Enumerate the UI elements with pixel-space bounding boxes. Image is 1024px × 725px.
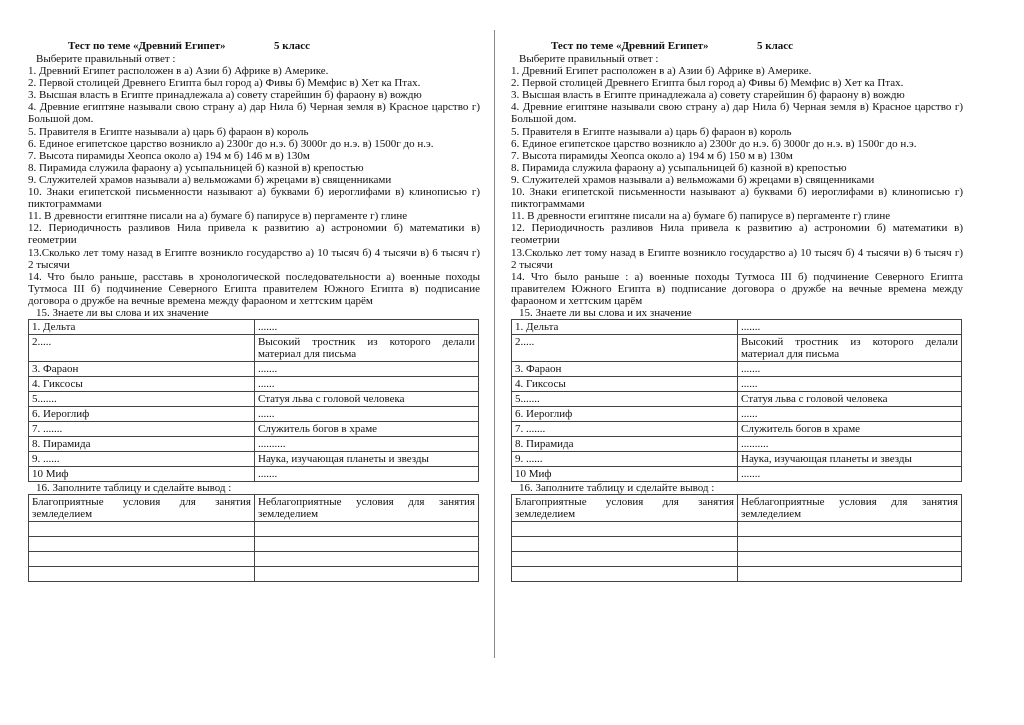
meaning-cell: ....... <box>255 362 479 377</box>
question-13: 13.Сколько лет тому назад в Египте возникло государство а) 10 тысяч б) 4 тысячи в) 6 тысяч г) 2 тысячи <box>511 246 963 271</box>
grade-text: 5 класс <box>274 40 311 52</box>
term-cell: 9. ...... <box>29 452 255 467</box>
grade-text: 5 класс <box>757 40 794 52</box>
question-3: 3. Высшая власть в Египте принадлежала а) совету старейшин б) фараону в) вождю <box>28 89 422 102</box>
term-cell: 10 Миф <box>512 467 738 482</box>
table-header-row <box>512 495 962 522</box>
table-row <box>29 452 479 467</box>
instruction: Выберите правильный ответ : <box>36 53 176 65</box>
words-table <box>511 319 962 482</box>
question-15: 15. Знаете ли вы слова и их значение <box>519 306 692 319</box>
term-cell: 5....... <box>29 392 255 407</box>
meaning-cell: ...... <box>738 407 962 422</box>
table-row <box>29 392 479 407</box>
answer-cell[interactable] <box>29 552 255 567</box>
question-3: 3. Высшая власть в Египте принадлежала а) совету старейшин б) фараону в) вождю <box>511 89 905 102</box>
table-row <box>512 392 962 407</box>
empty-row <box>512 522 962 537</box>
question-11: 11. В древности египтяне писали на а) бумаге б) папирусе в) пергаменте г) глине <box>28 210 408 223</box>
question-5: 5. Правителя в Египте называли а) царь б) фараон в) король <box>511 125 792 138</box>
question-1: 1. Древний Египет расположен в а) Азии б) Африке в) Америке. <box>28 65 329 78</box>
empty-row <box>512 537 962 552</box>
question-14: 14. Что было раньше : а) военные походы Тутмоса III б) подчинение Северного Египта правителем Южного Египта в) подписание договора о дружбе на вечные времена между фараоном и хеттским царём <box>511 270 963 307</box>
question-14: 14. Что было раньше, расставь в хронологической последовательности а) военные походы Тутмоса III б) подчинение Северного Египта правителем Южного Египта в) подписание договора о дружбе на вечные времена между фараоном и хеттским царём <box>28 270 480 307</box>
empty-row <box>29 567 479 582</box>
meaning-cell: Наука, изучающая планеты и звезды <box>255 452 479 467</box>
meaning-cell: ...... <box>255 407 479 422</box>
term-cell: 4. Гиксосы <box>29 377 255 392</box>
question-list <box>28 65 480 319</box>
answer-cell[interactable] <box>512 522 738 537</box>
answer-cell[interactable] <box>29 522 255 537</box>
meaning-cell: ...... <box>255 377 479 392</box>
term-cell: 10 Миф <box>29 467 255 482</box>
table-row <box>512 452 962 467</box>
column-divider <box>494 30 495 658</box>
table-row <box>512 407 962 422</box>
answer-cell[interactable] <box>255 567 479 582</box>
term-cell: 6. Иероглиф <box>29 407 255 422</box>
question-12: 12. Периодичность разливов Нила привела к развитию а) астрономии б) математики в) геометрии <box>28 222 480 247</box>
question-4: 4. Древние египтяне называли свою страну а) дар Нила б) Черная земля в) Красное царство г) Большой дом. <box>511 101 963 126</box>
meaning-cell: Статуя льва с головой человека <box>255 392 479 407</box>
conditions-table <box>511 494 962 582</box>
task16-caption: 16. Заполните таблицу и сделайте вывод : <box>36 482 232 495</box>
question-4: 4. Древние египтяне называли свою страну а) дар Нила б) Черная земля в) Красное царство г) Большой дом. <box>28 101 480 126</box>
table-row <box>29 320 479 335</box>
answer-cell[interactable] <box>738 522 962 537</box>
term-cell: 7. ....... <box>512 422 738 437</box>
question-2: 2. Первой столицей Древнего Египта был город а) Фивы б) Мемфис в) Хет ка Птах. <box>511 77 904 90</box>
question-5: 5. Правителя в Египте называли а) царь б) фараон в) король <box>28 125 309 138</box>
meaning-cell: Наука, изучающая планеты и звезды <box>738 452 962 467</box>
table-row <box>29 362 479 377</box>
meaning-cell: .......... <box>255 437 479 452</box>
meaning-cell: Служитель богов в храме <box>255 422 479 437</box>
term-cell: 8. Пирамида <box>512 437 738 452</box>
question-6: 6. Единое египетское царство возникло а) 2300г до н.э. б) 3000г до н.э. в) 1500г до н.э. <box>511 137 917 150</box>
table-header-row <box>29 495 479 522</box>
term-cell: 5....... <box>512 392 738 407</box>
words-table <box>28 319 479 482</box>
table-row <box>29 377 479 392</box>
empty-row <box>29 537 479 552</box>
question-15: 15. Знаете ли вы слова и их значение <box>36 306 209 319</box>
meaning-cell: Высокий тростник из которого делали материал для письма <box>738 335 962 362</box>
meaning-cell: ....... <box>255 320 479 335</box>
conditions-table <box>28 494 479 582</box>
answer-cell[interactable] <box>738 537 962 552</box>
question-7: 7. Высота пирамиды Хеопса около а) 194 м б) 150 м в) 130м <box>511 149 793 162</box>
title-text: Тест по теме «Древний Египет» <box>68 40 226 52</box>
term-cell: 9. ...... <box>512 452 738 467</box>
meaning-cell: ...... <box>738 377 962 392</box>
answer-cell[interactable] <box>512 567 738 582</box>
table-row <box>512 335 962 362</box>
meaning-cell: ....... <box>738 467 962 482</box>
question-list <box>511 65 963 319</box>
test-title <box>511 40 963 53</box>
favorable-header: Благоприятные условия для занятия земледелием <box>512 495 738 522</box>
answer-cell[interactable] <box>29 537 255 552</box>
term-cell: 8. Пирамида <box>29 437 255 452</box>
title-text: Тест по теме «Древний Египет» <box>551 40 709 52</box>
meaning-cell: ....... <box>738 362 962 377</box>
answer-cell[interactable] <box>29 567 255 582</box>
table-row <box>29 407 479 422</box>
empty-row <box>512 552 962 567</box>
test-title <box>28 40 480 53</box>
meaning-cell: Высокий тростник из которого делали материал для письма <box>255 335 479 362</box>
answer-cell[interactable] <box>512 537 738 552</box>
table-row <box>29 467 479 482</box>
term-cell: 2..... <box>512 335 738 362</box>
unfavorable-header: Неблагоприятные условия для занятия земледелием <box>738 495 962 522</box>
term-cell: 3. Фараон <box>29 362 255 377</box>
empty-row <box>512 567 962 582</box>
term-cell: 2..... <box>29 335 255 362</box>
worksheet-right <box>511 0 963 582</box>
answer-cell[interactable] <box>512 552 738 567</box>
answer-cell[interactable] <box>738 552 962 567</box>
empty-row <box>29 522 479 537</box>
table-row <box>29 335 479 362</box>
table-row <box>512 437 962 452</box>
meaning-cell: ....... <box>255 467 479 482</box>
meaning-cell: ....... <box>738 320 962 335</box>
question-6: 6. Единое египетское царство возникло а) 2300г до н.э. б) 3000г до н.э. в) 1500г до н.э. <box>28 137 434 150</box>
table-row <box>512 362 962 377</box>
term-cell: 1. Дельта <box>512 320 738 335</box>
table-row <box>29 437 479 452</box>
task16-caption: 16. Заполните таблицу и сделайте вывод : <box>519 482 715 495</box>
question-2: 2. Первой столицей Древнего Египта был город а) Фивы б) Мемфис в) Хет ка Птах. <box>28 77 421 90</box>
question-10: 10. Знаки египетской письменности называют а) буквами б) иероглифами в) клинописью г) пиктограммами <box>511 186 963 211</box>
question-1: 1. Древний Египет расположен в а) Азии б) Африке в) Америке. <box>511 65 812 78</box>
question-9: 9. Служителей храмов называли а) вельможами б) жрецами в) священниками <box>511 173 875 186</box>
answer-cell[interactable] <box>255 522 479 537</box>
answer-cell[interactable] <box>255 552 479 567</box>
table-row <box>29 422 479 437</box>
question-10: 10. Знаки египетской письменности называют а) буквами б) иероглифами в) клинописью г) пиктограммами <box>28 186 480 211</box>
meaning-cell: Статуя льва с головой человека <box>738 392 962 407</box>
answer-cell[interactable] <box>255 537 479 552</box>
question-12: 12. Периодичность разливов Нила привела к развитию а) астрономии б) математики в) геометрии <box>511 222 963 247</box>
favorable-header: Благоприятные условия для занятия земледелием <box>29 495 255 522</box>
term-cell: 7. ....... <box>29 422 255 437</box>
table-row <box>512 467 962 482</box>
term-cell: 4. Гиксосы <box>512 377 738 392</box>
question-8: 8. Пирамида служила фараону а) усыпальницей б) казной в) крепостью <box>511 161 847 174</box>
worksheet-left <box>28 0 480 582</box>
term-cell: 1. Дельта <box>29 320 255 335</box>
instruction: Выберите правильный ответ : <box>519 53 659 65</box>
table-row <box>512 422 962 437</box>
unfavorable-header: Неблагоприятные условия для занятия земледелием <box>255 495 479 522</box>
answer-cell[interactable] <box>738 567 962 582</box>
term-cell: 3. Фараон <box>512 362 738 377</box>
table-row <box>512 377 962 392</box>
question-8: 8. Пирамида служила фараону а) усыпальницей б) казной в) крепостью <box>28 161 364 174</box>
question-7: 7. Высота пирамиды Хеопса около а) 194 м б) 146 м в) 130м <box>28 149 310 162</box>
question-9: 9. Служителей храмов называли а) вельможами б) жрецами в) священниками <box>28 173 392 186</box>
question-13: 13.Сколько лет тому назад в Египте возникло государство а) 10 тысяч б) 4 тысячи в) 6 тысяч г) 2 тысячи <box>28 246 480 271</box>
meaning-cell: .......... <box>738 437 962 452</box>
term-cell: 6. Иероглиф <box>512 407 738 422</box>
empty-row <box>29 552 479 567</box>
question-11: 11. В древности египтяне писали на а) бумаге б) папирусе в) пергаменте г) глине <box>511 210 891 223</box>
table-row <box>512 320 962 335</box>
meaning-cell: Служитель богов в храме <box>738 422 962 437</box>
